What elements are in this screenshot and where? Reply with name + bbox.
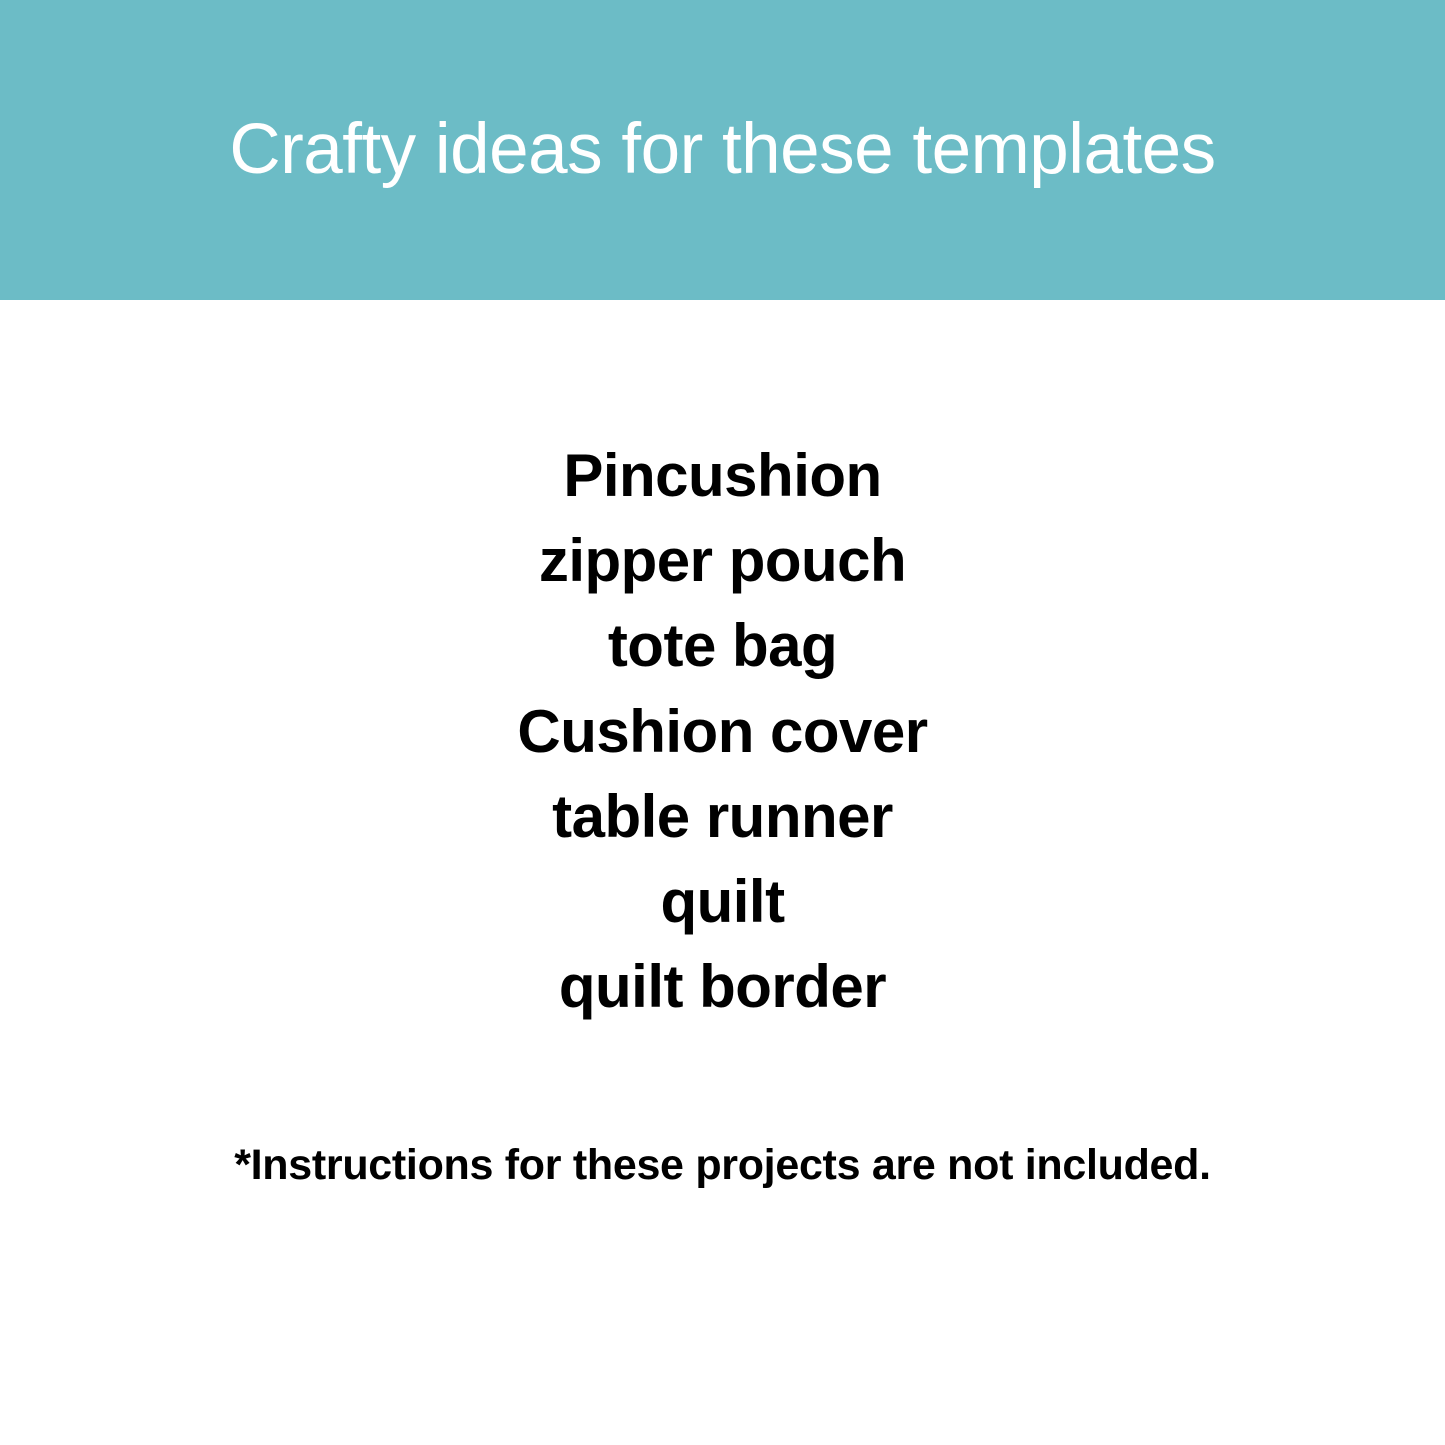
- content-area: [0, 300, 1445, 1445]
- page-title: Crafty ideas for these templates: [229, 109, 1216, 189]
- list-item: zipper pouch: [538, 527, 907, 595]
- header-band: [0, 0, 1445, 300]
- list-item: quilt border: [558, 953, 887, 1021]
- list-item: tote bag: [607, 612, 838, 680]
- list-item: Cushion cover: [517, 697, 928, 765]
- crafty-ideas-list: [517, 433, 927, 1029]
- list-item: quilt: [660, 867, 785, 935]
- footnote-text: *Instructions for these projects are not included.: [234, 1141, 1211, 1190]
- list-item: table runner: [552, 782, 893, 850]
- list-item: Pincushion: [563, 442, 882, 509]
